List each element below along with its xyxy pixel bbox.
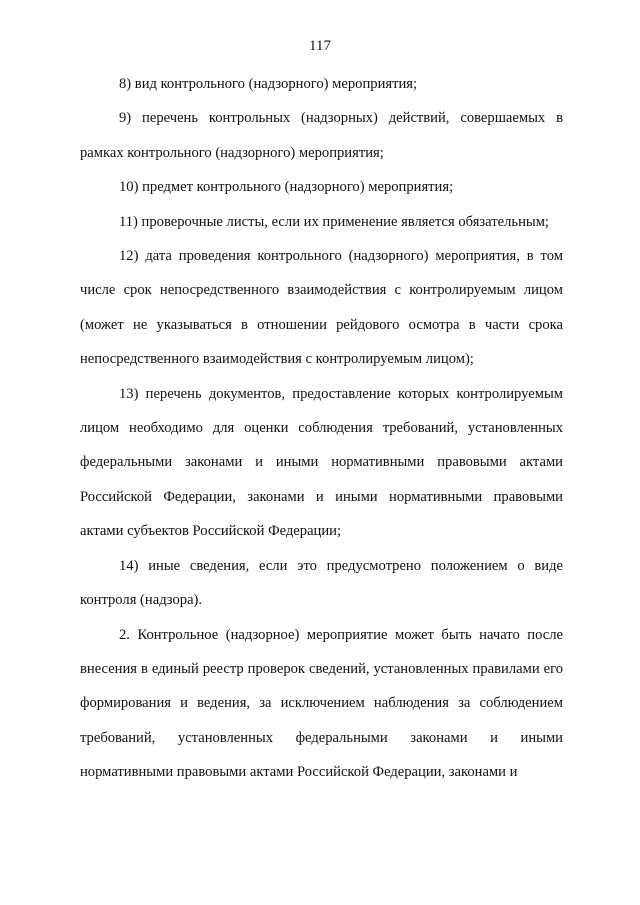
page-number: 117 [309, 38, 331, 54]
list-item-12: 12) дата проведения контрольного (надзорного) мероприятия, в том числе срок непосредственного взаимодействия с контролируемым лицом (может не указываться в отношении рейдового осмотра в части срока непосредственного взаимодействия с контролируемым лицом); [80, 248, 563, 368]
clause-2-paragraph: 2. Контрольное (надзорное) мероприятие может быть начато после внесения в единый реестр проверок сведений, установленных правилами его формирования и ведения, за исключением наблюдения за соблюдением требований, установленных федеральными законами и иными нормативными правовыми актами Российской Федерации, законами и [80, 626, 563, 781]
list-item-10: 10) предмет контрольного (надзорного) мероприятия; [119, 179, 454, 196]
document-body [80, 67, 563, 790]
list-item-9: 9) перечень контрольных (надзорных) действий, совершаемых в рамках контрольного (надзорного) мероприятия; [80, 110, 563, 161]
list-item-13: 13) перечень документов, предоставление которых контролируемым лицом необходимо для оценки соблюдения требований, установленных федеральными законами и иными нормативными правовыми актами Российской Федерации, законами и иными нормативными правовыми актами субъектов Российской Федерации; [80, 385, 563, 540]
list-item-14: 14) иные сведения, если это предусмотрено положением о виде контроля (надзора). [80, 557, 563, 609]
list-item-11: 11) проверочные листы, если их применение является обязательным; [119, 213, 549, 230]
list-item-8: 8) вид контрольного (надзорного) мероприятия; [119, 76, 418, 92]
